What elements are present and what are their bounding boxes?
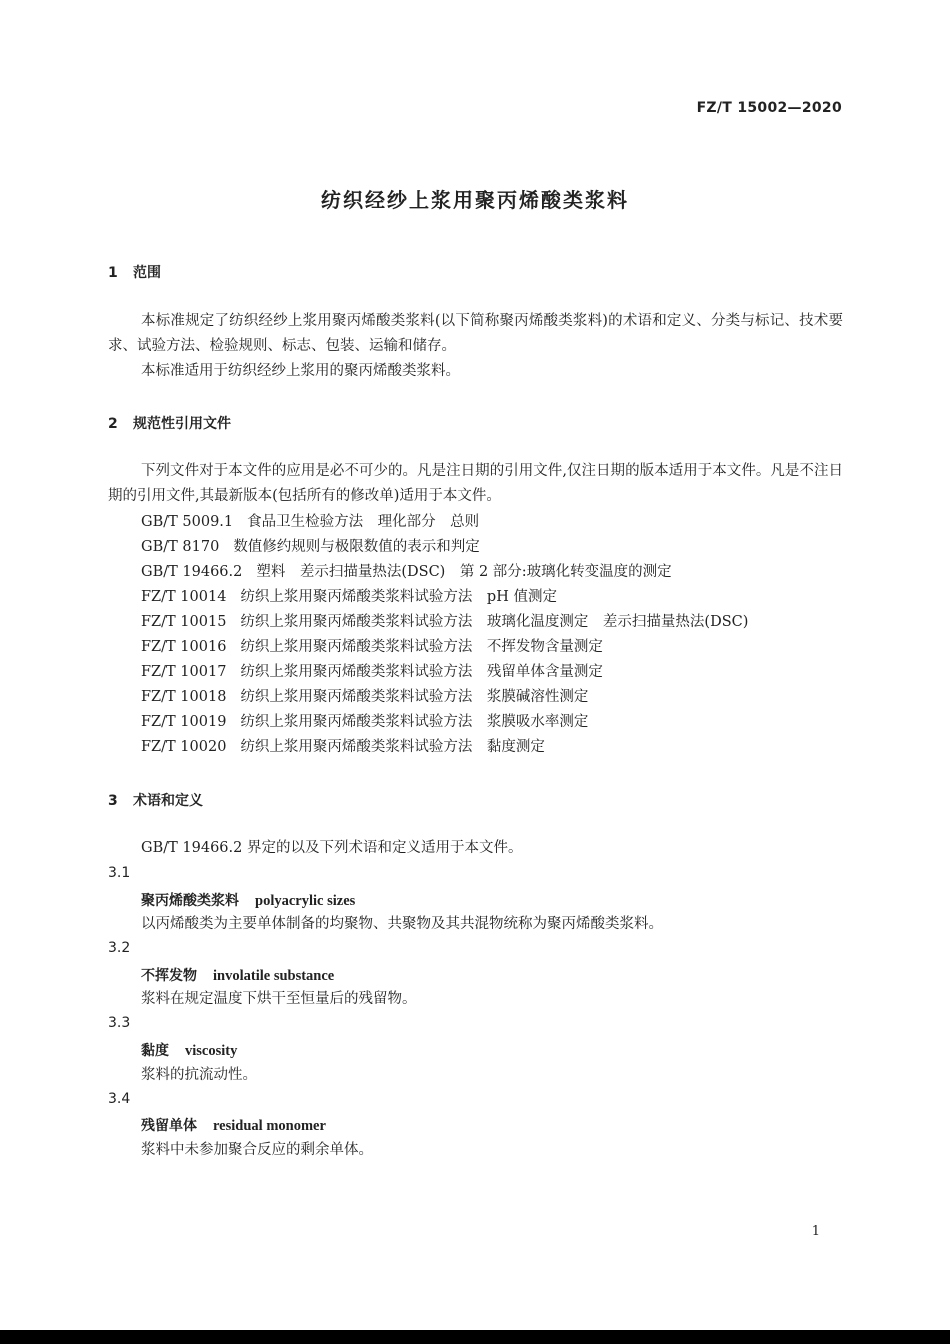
section-3-intro: GB/T 19466.2 界定的以及下列术语和定义适用于本文件。 bbox=[141, 840, 523, 856]
page-number: 1 bbox=[811, 1224, 820, 1239]
term-heading bbox=[141, 1115, 326, 1135]
section-title: 范围 bbox=[133, 265, 161, 281]
section-title: 术语和定义 bbox=[133, 793, 203, 809]
reference-title: 数值修约规则与极限数值的表示和判定 bbox=[233, 539, 480, 555]
term-zh: 残留单体 bbox=[141, 1118, 197, 1134]
reference-item bbox=[141, 737, 545, 757]
bottom-border bbox=[0, 1330, 950, 1344]
reference-item bbox=[141, 512, 479, 532]
reference-item bbox=[141, 712, 588, 732]
reference-title: 纺织上浆用聚丙烯酸类浆料试验方法 残留单体含量测定 bbox=[240, 664, 603, 680]
reference-code: GB/T 5009.1 bbox=[141, 514, 234, 530]
reference-item bbox=[141, 637, 603, 657]
reference-title: 纺织上浆用聚丙烯酸类浆料试验方法 浆膜碱溶性测定 bbox=[240, 689, 589, 705]
section-1-heading bbox=[108, 262, 161, 282]
term-definition: 浆料在规定温度下烘干至恒量后的残留物。 bbox=[141, 991, 417, 1007]
section-title: 规范性引用文件 bbox=[133, 416, 231, 432]
reference-code: FZ/T 10020 bbox=[141, 739, 227, 755]
term-en: viscosity bbox=[185, 1043, 238, 1059]
reference-title: 食品卫生检验方法 理化部分 总则 bbox=[247, 514, 480, 530]
term-heading bbox=[141, 965, 334, 985]
document-title: 纺织经纱上浆用聚丙烯酸类浆料 bbox=[321, 188, 629, 212]
section-2-heading bbox=[108, 413, 231, 433]
section-1-paragraph-1: 本标准规定了纺织经纱上浆用聚丙烯酸类浆料(以下简称聚丙烯酸类浆料)的术语和定义、分类与标记、技术要求、试验方法、检验规则、标志、包装、运输和储存。 bbox=[108, 313, 843, 354]
reference-code: GB/T 8170 bbox=[141, 539, 220, 555]
section-number: 1 bbox=[108, 265, 118, 281]
section-number: 3 bbox=[108, 793, 118, 809]
term-en: polyacrylic sizes bbox=[255, 893, 356, 909]
reference-item bbox=[141, 537, 480, 557]
term-en: involatile substance bbox=[213, 968, 335, 984]
reference-code: FZ/T 10016 bbox=[141, 639, 227, 655]
term-definition: 浆料的抗流动性。 bbox=[141, 1067, 257, 1083]
section-3-heading bbox=[108, 790, 203, 810]
term-heading bbox=[141, 1040, 237, 1060]
section-number: 2 bbox=[108, 416, 118, 432]
reference-code: FZ/T 10015 bbox=[141, 614, 227, 630]
clause-number: 3.4 bbox=[108, 1091, 131, 1107]
reference-item bbox=[141, 687, 588, 707]
reference-code: FZ/T 10017 bbox=[141, 664, 227, 680]
term-definition: 浆料中未参加聚合反应的剩余单体。 bbox=[141, 1142, 373, 1158]
reference-title: 纺织上浆用聚丙烯酸类浆料试验方法 黏度测定 bbox=[240, 739, 545, 755]
section-1-paragraph-2: 本标准适用于纺织经纱上浆用的聚丙烯酸类浆料。 bbox=[141, 363, 460, 379]
reference-title: 纺织上浆用聚丙烯酸类浆料试验方法 浆膜吸水率测定 bbox=[240, 714, 589, 730]
term-zh: 聚丙烯酸类浆料 bbox=[141, 893, 239, 909]
term-en: residual monomer bbox=[213, 1118, 326, 1134]
reference-code: FZ/T 10018 bbox=[141, 689, 227, 705]
term-zh: 不挥发物 bbox=[141, 968, 197, 984]
reference-title: 纺织上浆用聚丙烯酸类浆料试验方法 pH 值测定 bbox=[240, 589, 557, 605]
clause-number: 3.2 bbox=[108, 940, 131, 956]
term-definition: 以丙烯酸类为主要单体制备的均聚物、共聚物及其共混物统称为聚丙烯酸类浆料。 bbox=[141, 916, 663, 932]
term-zh: 黏度 bbox=[141, 1043, 169, 1059]
clause-number: 3.1 bbox=[108, 865, 131, 881]
reference-item bbox=[141, 562, 672, 582]
reference-title: 塑料 差示扫描量热法(DSC) 第 2 部分:玻璃化转变温度的测定 bbox=[256, 564, 672, 580]
section-2-intro: 下列文件对于本文件的应用是必不可少的。凡是注日期的引用文件,仅注日期的版本适用于本文件。凡是不注日期的引用文件,其最新版本(包括所有的修改单)适用于本文件。 bbox=[108, 463, 843, 504]
term-heading bbox=[141, 890, 355, 910]
reference-item bbox=[141, 612, 748, 632]
clause-number: 3.3 bbox=[108, 1015, 131, 1031]
reference-code: FZ/T 10019 bbox=[141, 714, 227, 730]
reference-title: 纺织上浆用聚丙烯酸类浆料试验方法 不挥发物含量测定 bbox=[240, 639, 603, 655]
standard-code: FZ/T 15002—2020 bbox=[696, 100, 842, 116]
reference-code: FZ/T 10014 bbox=[141, 589, 227, 605]
reference-code: GB/T 19466.2 bbox=[141, 564, 243, 580]
reference-item bbox=[141, 587, 557, 607]
reference-title: 纺织上浆用聚丙烯酸类浆料试验方法 玻璃化温度测定 差示扫描量热法(DSC) bbox=[240, 614, 749, 630]
reference-item bbox=[141, 662, 603, 682]
